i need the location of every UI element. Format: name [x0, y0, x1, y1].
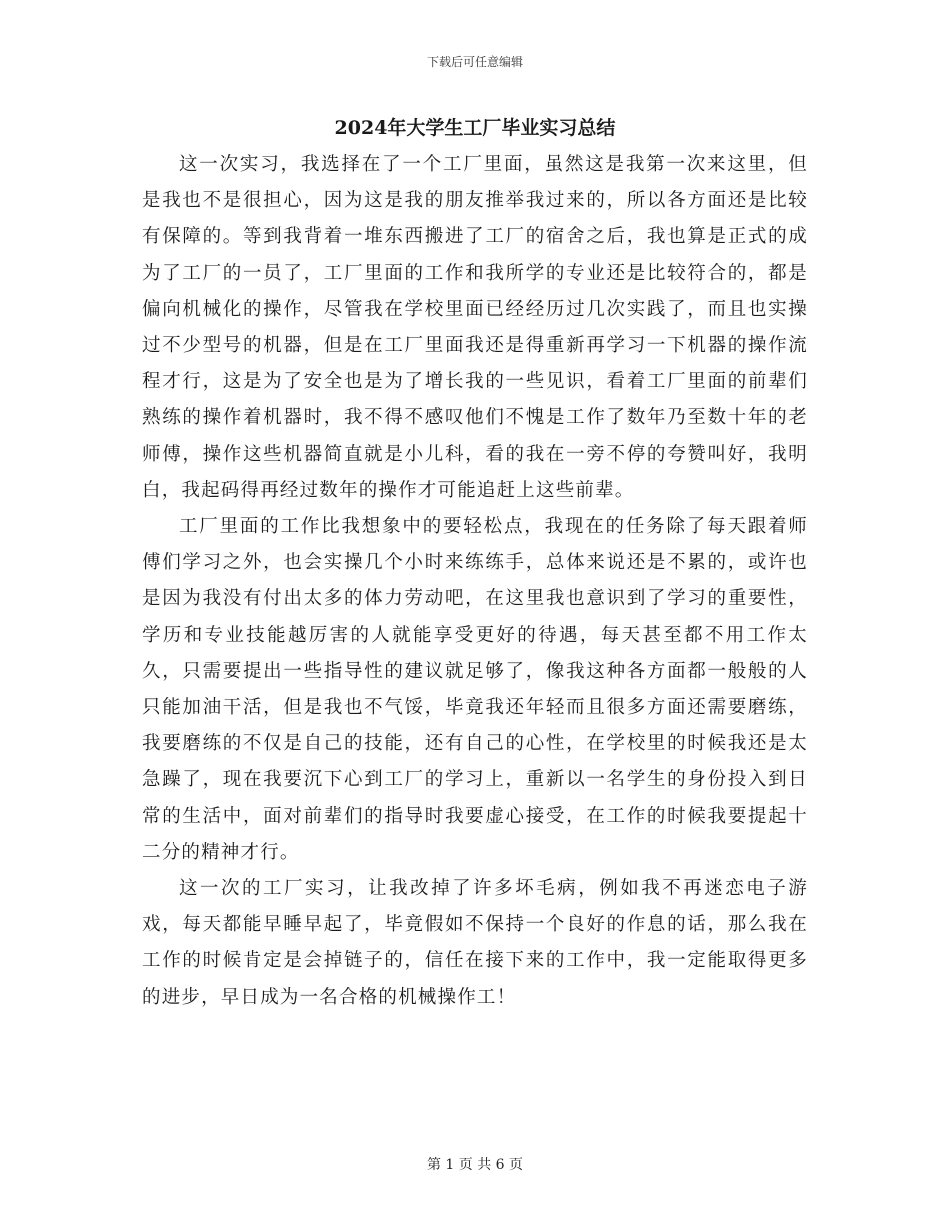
page-number-indicator: 第 1 页 共 6 页	[426, 1157, 524, 1173]
body-paragraph-2: 工厂里面的工作比我想象中的要轻松点，我现在的任务除了每天跟着师傅们学习之外，也会实操几个小时来练练手，总体来说还是不累的，或许也是因为我没有付出太多的体力劳动吧，在这里我也意识到了学习的重要性，学历和专业技能越厉害的人就能享受更好的待遇，每天甚至都不用工作太久，只需要提出一些指导性的建议就足够了，像我这种各方面都一般般的人只能加油干活，但是我也不气馁，毕竟我还年轻而且很多方面还需要磨练，我要磨练的不仅是自己的技能，还有自己的心性，在学校里的时候我还是太急躁了，现在我要沉下心到工厂的学习上，重新以一名学生的身份投入到日常的生活中，面对前辈们的指导时我要虚心接受，在工作的时候我要提起十二分的精神才行。	[142, 516, 808, 863]
document-title: 2024年大学生工厂毕业实习总结	[334, 117, 616, 139]
body-paragraph-1: 这一次实习，我选择在了一个工厂里面，虽然这是我第一次来这里，但是我也不是很担心，因为这是我的朋友推举我过来的，所以各方面还是比较有保障的。等到我背着一堆东西搬进了工厂的宿舍之后，我也算是正式的成为了工厂的一员了，工厂里面的工作和我所学的专业还是比较符合的，都是偏向机械化的操作，尽管我在学校里面已经经历过几次实践了，而且也实操过不少型号的机器，但是在工厂里面我还是得重新再学习一下机器的操作流程才行，这是为了安全也是为了增长我的一些见识，看着工厂里面的前辈们熟练的操作着机器时，我不得不感叹他们不愧是工作了数年乃至数十年的老师傅，操作这些机器简直就是小儿科，看的我在一旁不停的夸赞叫好，我明白，我起码得再经过数年的操作才可能追赶上这些前辈。	[142, 154, 808, 501]
body-paragraph-3: 这一次的工厂实习，让我改掉了许多坏毛病，例如我不再迷恋电子游戏，每天都能早睡早起了，毕竟假如不保持一个良好的作息的话，那么我在工作的时候肯定是会掉链子的，信任在接下来的工作中，我一定能取得更多的进步，早日成为一名合格的机械操作工！	[142, 878, 808, 1008]
document-body	[142, 147, 808, 1016]
page-header-note: 下载后可任意编辑	[426, 55, 523, 69]
